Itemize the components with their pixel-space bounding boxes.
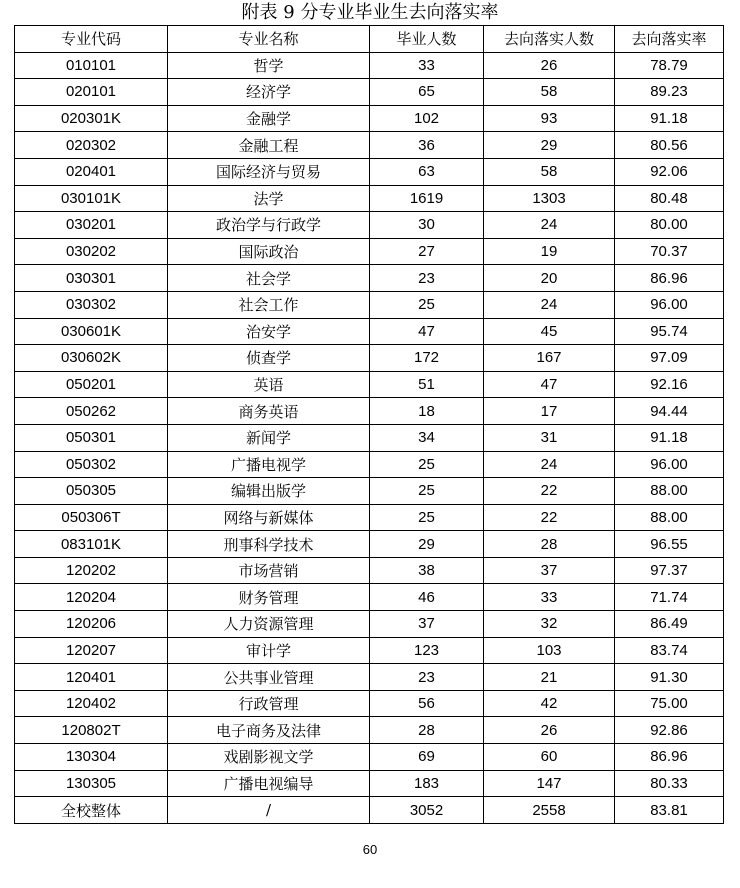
table-total-row xyxy=(15,797,724,824)
cell-placement-rate: 70.37 xyxy=(615,238,724,265)
cell-major-code: 050305 xyxy=(15,478,168,505)
cell-placement-rate: 92.06 xyxy=(615,158,724,185)
cell-graduates: 29 xyxy=(370,531,484,558)
cell-major-code: 050201 xyxy=(15,371,168,398)
cell-placed-count: 21 xyxy=(484,664,615,691)
cell-major-code: 020101 xyxy=(15,79,168,106)
cell-major-code: 120402 xyxy=(15,690,168,717)
cell-placed-count: 19 xyxy=(484,238,615,265)
cell-placed-count: 31 xyxy=(484,424,615,451)
cell-graduates: 27 xyxy=(370,238,484,265)
page-title: 附表 9 分专业毕业生去向落实率 xyxy=(241,2,499,23)
cell-graduates: 33 xyxy=(370,52,484,79)
cell-graduates: 47 xyxy=(370,318,484,345)
cell-placement-rate: 86.96 xyxy=(615,265,724,292)
cell-graduates: 65 xyxy=(370,79,484,106)
table-row xyxy=(15,717,724,744)
cell-major-name: 审计学 xyxy=(168,637,370,664)
cell-graduates: 30 xyxy=(370,212,484,239)
cell-placed-count: 58 xyxy=(484,158,615,185)
cell-major-name: 侦查学 xyxy=(168,345,370,372)
table-row xyxy=(15,371,724,398)
column-header-major-name: 专业名称 xyxy=(168,26,370,53)
cell-major-name: 市场营销 xyxy=(168,557,370,584)
table-row xyxy=(15,451,724,478)
page-number: 60 xyxy=(362,842,378,857)
cell-major-code: 030201 xyxy=(15,212,168,239)
cell-placed-count: 28 xyxy=(484,531,615,558)
cell-placed-count: 32 xyxy=(484,611,615,638)
cell-placed-count: 60 xyxy=(484,744,615,771)
cell-major-code: 120202 xyxy=(15,557,168,584)
cell-placed-count: 17 xyxy=(484,398,615,425)
table-row xyxy=(15,424,724,451)
cell-major-name: 国际政治 xyxy=(168,238,370,265)
table-row xyxy=(15,504,724,531)
cell-graduates: 25 xyxy=(370,504,484,531)
cell-major-name: 哲学 xyxy=(168,52,370,79)
cell-major-name: 网络与新媒体 xyxy=(168,504,370,531)
cell-major-code: 120207 xyxy=(15,637,168,664)
cell-placement-rate: 91.18 xyxy=(615,424,724,451)
cell-placement-rate: 94.44 xyxy=(615,398,724,425)
cell-major-code: 010101 xyxy=(15,52,168,79)
cell-major-name: 人力资源管理 xyxy=(168,611,370,638)
table-row xyxy=(15,611,724,638)
cell-placed-count: 26 xyxy=(484,717,615,744)
cell-graduates: 102 xyxy=(370,105,484,132)
cell-major-name: 电子商务及法律 xyxy=(168,717,370,744)
cell-placement-rate: 86.49 xyxy=(615,611,724,638)
cell-graduates: 63 xyxy=(370,158,484,185)
table-row xyxy=(15,265,724,292)
column-header-graduates: 毕业人数 xyxy=(370,26,484,53)
table-row xyxy=(15,744,724,771)
cell-major-code: 120802T xyxy=(15,717,168,744)
cell-placed-count: 24 xyxy=(484,451,615,478)
cell-placement-rate: 80.00 xyxy=(615,212,724,239)
cell-graduates: 56 xyxy=(370,690,484,717)
cell-major-code: 030601K xyxy=(15,318,168,345)
cell-placed-count: 22 xyxy=(484,504,615,531)
cell-major-name: 社会工作 xyxy=(168,291,370,318)
cell-placement-rate: 92.86 xyxy=(615,717,724,744)
column-header-placement-rate: 去向落实率 xyxy=(615,26,724,53)
cell-major-code: 050262 xyxy=(15,398,168,425)
table-row xyxy=(15,185,724,212)
cell-placement-rate: 97.37 xyxy=(615,557,724,584)
table-body xyxy=(15,52,724,823)
cell-graduates: 36 xyxy=(370,132,484,159)
cell-placed-count: 58 xyxy=(484,79,615,106)
cell-major-name: 行政管理 xyxy=(168,690,370,717)
table-row xyxy=(15,584,724,611)
table-row xyxy=(15,398,724,425)
cell-graduates: 28 xyxy=(370,717,484,744)
cell-placement-rate: 80.48 xyxy=(615,185,724,212)
cell-major-code: 030602K xyxy=(15,345,168,372)
cell-graduates: 23 xyxy=(370,664,484,691)
cell-major-name: 法学 xyxy=(168,185,370,212)
cell-major-code: 020302 xyxy=(15,132,168,159)
table-row xyxy=(15,345,724,372)
cell-graduates: 3052 xyxy=(370,797,484,824)
table-row xyxy=(15,531,724,558)
table-row xyxy=(15,79,724,106)
cell-placed-count: 45 xyxy=(484,318,615,345)
cell-placement-rate: 92.16 xyxy=(615,371,724,398)
cell-major-code: 050301 xyxy=(15,424,168,451)
table-row xyxy=(15,318,724,345)
cell-major-code: 030302 xyxy=(15,291,168,318)
cell-major-name: 广播电视编导 xyxy=(168,770,370,797)
cell-placed-count: 26 xyxy=(484,52,615,79)
cell-major-name: 英语 xyxy=(168,371,370,398)
cell-placed-count: 29 xyxy=(484,132,615,159)
cell-placed-count: 167 xyxy=(484,345,615,372)
cell-major-code: 020401 xyxy=(15,158,168,185)
cell-major-code: 030202 xyxy=(15,238,168,265)
cell-major-code: 020301K xyxy=(15,105,168,132)
cell-placement-rate: 83.74 xyxy=(615,637,724,664)
cell-placement-rate: 71.74 xyxy=(615,584,724,611)
cell-graduates: 25 xyxy=(370,291,484,318)
cell-placement-rate: 75.00 xyxy=(615,690,724,717)
table-row xyxy=(15,105,724,132)
cell-major-code: 050306T xyxy=(15,504,168,531)
cell-graduates: 123 xyxy=(370,637,484,664)
cell-major-name: 金融工程 xyxy=(168,132,370,159)
cell-graduates: 51 xyxy=(370,371,484,398)
cell-placement-rate: 96.00 xyxy=(615,291,724,318)
cell-graduates: 25 xyxy=(370,478,484,505)
cell-major-name: 政治学与行政学 xyxy=(168,212,370,239)
cell-major-code: 083101K xyxy=(15,531,168,558)
cell-graduates: 25 xyxy=(370,451,484,478)
graduate-placement-table xyxy=(14,25,724,824)
table-row xyxy=(15,238,724,265)
cell-placement-rate: 96.00 xyxy=(615,451,724,478)
cell-placed-count: 24 xyxy=(484,291,615,318)
cell-placed-count: 147 xyxy=(484,770,615,797)
cell-graduates: 37 xyxy=(370,611,484,638)
cell-placement-rate: 91.18 xyxy=(615,105,724,132)
cell-placement-rate: 80.56 xyxy=(615,132,724,159)
cell-placement-rate: 89.23 xyxy=(615,79,724,106)
table-row xyxy=(15,291,724,318)
cell-major-code: 030101K xyxy=(15,185,168,212)
cell-major-code: 120206 xyxy=(15,611,168,638)
cell-major-name: 经济学 xyxy=(168,79,370,106)
cell-major-code: 130304 xyxy=(15,744,168,771)
cell-placed-count: 37 xyxy=(484,557,615,584)
cell-major-name: 商务英语 xyxy=(168,398,370,425)
cell-major-name: 新闻学 xyxy=(168,424,370,451)
cell-major-code: 120204 xyxy=(15,584,168,611)
cell-major-code: 120401 xyxy=(15,664,168,691)
cell-placed-count: 24 xyxy=(484,212,615,239)
cell-placed-count: 93 xyxy=(484,105,615,132)
column-header-major-code: 专业代码 xyxy=(15,26,168,53)
cell-graduates: 183 xyxy=(370,770,484,797)
table-row xyxy=(15,212,724,239)
cell-major-name: 广播电视学 xyxy=(168,451,370,478)
cell-graduates: 172 xyxy=(370,345,484,372)
cell-placed-count: 47 xyxy=(484,371,615,398)
cell-graduates: 1619 xyxy=(370,185,484,212)
cell-placed-count: 22 xyxy=(484,478,615,505)
cell-placement-rate: 80.33 xyxy=(615,770,724,797)
cell-major-name: 公共事业管理 xyxy=(168,664,370,691)
table-row xyxy=(15,158,724,185)
cell-major-code: 050302 xyxy=(15,451,168,478)
cell-major-name: / xyxy=(168,797,370,824)
cell-major-name: 戏剧影视文学 xyxy=(168,744,370,771)
cell-major-code: 130305 xyxy=(15,770,168,797)
table-header-row xyxy=(15,26,724,53)
table-row xyxy=(15,664,724,691)
cell-major-name: 编辑出版学 xyxy=(168,478,370,505)
cell-placement-rate: 96.55 xyxy=(615,531,724,558)
cell-graduates: 18 xyxy=(370,398,484,425)
cell-graduates: 38 xyxy=(370,557,484,584)
table-row xyxy=(15,637,724,664)
cell-major-name: 治安学 xyxy=(168,318,370,345)
cell-major-name: 国际经济与贸易 xyxy=(168,158,370,185)
table-row xyxy=(15,478,724,505)
cell-placed-count: 20 xyxy=(484,265,615,292)
cell-major-name: 财务管理 xyxy=(168,584,370,611)
cell-placement-rate: 78.79 xyxy=(615,52,724,79)
cell-major-name: 刑事科学技术 xyxy=(168,531,370,558)
cell-graduates: 23 xyxy=(370,265,484,292)
cell-placement-rate: 91.30 xyxy=(615,664,724,691)
cell-placed-count: 2558 xyxy=(484,797,615,824)
cell-placement-rate: 88.00 xyxy=(615,504,724,531)
cell-placed-count: 42 xyxy=(484,690,615,717)
table-row xyxy=(15,770,724,797)
cell-placement-rate: 95.74 xyxy=(615,318,724,345)
cell-major-name: 社会学 xyxy=(168,265,370,292)
table-row xyxy=(15,557,724,584)
cell-graduates: 34 xyxy=(370,424,484,451)
cell-placement-rate: 86.96 xyxy=(615,744,724,771)
cell-major-code: 030301 xyxy=(15,265,168,292)
cell-placed-count: 1303 xyxy=(484,185,615,212)
cell-graduates: 46 xyxy=(370,584,484,611)
cell-placed-count: 103 xyxy=(484,637,615,664)
cell-placement-rate: 97.09 xyxy=(615,345,724,372)
cell-placement-rate: 83.81 xyxy=(615,797,724,824)
column-header-placed-count: 去向落实人数 xyxy=(484,26,615,53)
table-row xyxy=(15,132,724,159)
cell-major-code: 全校整体 xyxy=(15,797,168,824)
cell-placed-count: 33 xyxy=(484,584,615,611)
table-row xyxy=(15,690,724,717)
cell-placement-rate: 88.00 xyxy=(615,478,724,505)
cell-graduates: 69 xyxy=(370,744,484,771)
cell-major-name: 金融学 xyxy=(168,105,370,132)
table-row xyxy=(15,52,724,79)
